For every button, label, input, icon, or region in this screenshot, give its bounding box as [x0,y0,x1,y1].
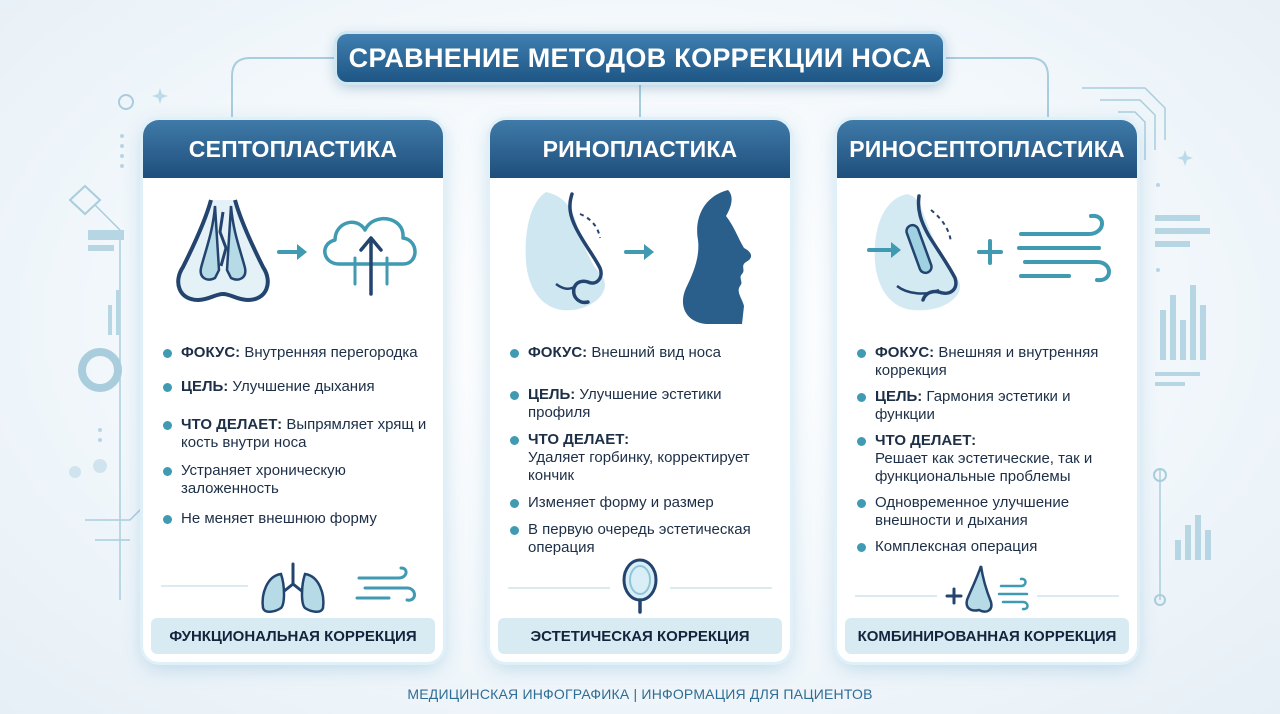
bullet-goal: ЦЕЛЬ: Улучшение эстетики профиля [508,386,784,422]
card-heading: СЕПТОПЛАСТИКА [143,120,443,178]
plus-icon [979,241,1001,263]
bullet-item: Изменяет форму и размер [508,494,784,512]
nose-small-icon [967,566,992,612]
profile-outline-icon [526,192,605,310]
bullet-what-it-does: ЧТО ДЕЛАЕТ: Решает как эстетические, так и функциональные проблемы [855,432,1131,486]
bullet-what-it-does: ЧТО ДЕЛАЕТ: Выпрямляет хрящ и кость внутри носа [161,416,437,452]
nose-combined-icon [869,194,960,310]
lungs-icon [263,564,324,612]
bullet-item: Комплексная операция [855,538,1131,556]
bullet-item: Не меняет внешнюю форму [161,510,437,528]
bullet-list [855,344,1131,563]
bullet-list [161,344,437,535]
card-heading: РИНОПЛАСТИКА [490,120,790,178]
bullet-what-it-does: ЧТО ДЕЛАЕТ: Удаляет горбинку, корректирует кончик [508,431,784,485]
wind-icon [999,579,1028,609]
card-heading: РИНОСЕПТОПЛАСТИКА [837,120,1137,178]
card-bottom-illustration [143,558,443,616]
page-footer: МЕДИЦИНСКАЯ ИНФОГРАФИКА | ИНФОРМАЦИЯ ДЛЯ ПАЦИЕНТОВ [407,686,873,702]
wind-icon [357,568,415,600]
card-septoplasty [143,120,443,662]
bullet-list [508,344,784,564]
card-footer-label: КОМБИНИРОВАННАЯ КОРРЕКЦИЯ [845,618,1129,654]
arrow-right-icon [626,244,654,260]
card-illustration [490,182,790,332]
bullet-item: Одновременное улучшение внешности и дыхания [855,494,1131,530]
bullet-focus: ФОКУС: Внешняя и внутренняя коррекция [855,344,1131,380]
page-title: СРАВНЕНИЕ МЕТОДОВ КОРРЕКЦИИ НОСА [337,34,943,82]
card-rhinoseptoplasty [837,120,1137,662]
bullet-item: В первую очередь эстетическая операция [508,521,784,557]
wind-icon [1019,216,1109,280]
arrow-right-icon [279,244,307,260]
card-bottom-illustration [490,558,790,616]
bullet-goal: ЦЕЛЬ: Улучшение дыхания [161,378,437,396]
bullet-goal: ЦЕЛЬ: Гармония эстетики и функции [855,388,1131,424]
card-footer-label: ЭСТЕТИЧЕСКАЯ КОРРЕКЦИЯ [498,618,782,654]
nose-septum-icon [178,200,268,300]
card-illustration [837,182,1137,332]
plus-icon [947,589,961,603]
mirror-icon [624,560,656,612]
cloud-airflow-icon [325,219,415,294]
bullet-focus: ФОКУС: Внутренняя перегородка [161,344,437,362]
profile-silhouette-icon [683,190,751,324]
bullet-focus: ФОКУС: Внешний вид носа [508,344,784,362]
card-bottom-illustration [837,558,1137,616]
bullet-item: Устраняет хроническую заложенность [161,462,437,498]
card-rhinoplasty [490,120,790,662]
card-footer-label: ФУНКЦИОНАЛЬНАЯ КОРРЕКЦИЯ [151,618,435,654]
card-illustration [143,182,443,332]
